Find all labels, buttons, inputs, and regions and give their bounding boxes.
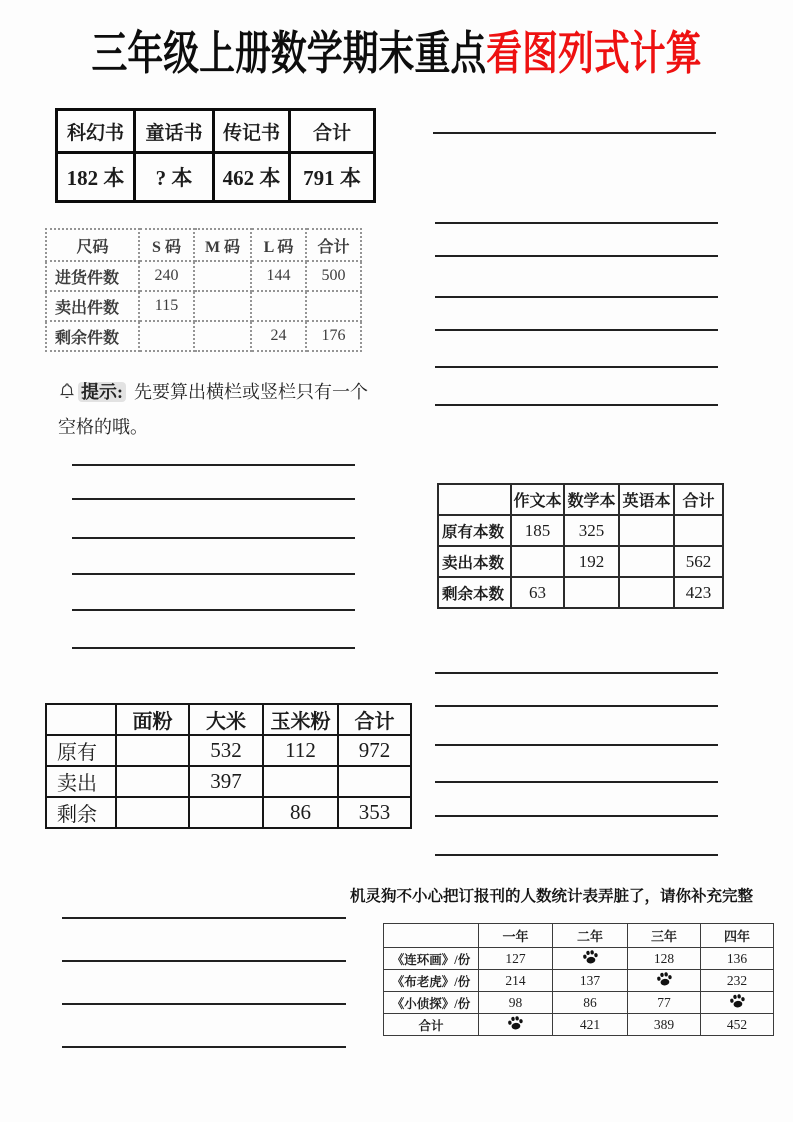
column-header: 合计	[290, 110, 375, 153]
answer-line	[72, 537, 355, 539]
column-header: 尺码	[46, 229, 139, 261]
answer-line	[435, 781, 718, 783]
table-cell: 452	[701, 1014, 774, 1036]
table-row	[57, 153, 375, 202]
table-cell-blank	[116, 735, 189, 766]
table-row	[438, 546, 723, 577]
table-cell: 353	[338, 797, 411, 828]
row-label: 剩余	[46, 797, 116, 828]
table-row	[384, 1014, 774, 1036]
table-cell: 137	[553, 970, 628, 992]
table-cell: 972	[338, 735, 411, 766]
column-header: L 码	[251, 229, 306, 261]
page-title	[87, 22, 706, 84]
row-label: 《小侦探》/份	[384, 992, 479, 1014]
table-cell: 86	[553, 992, 628, 1014]
table-cell: 127	[479, 948, 553, 970]
row-label: 剩余本数	[438, 577, 511, 608]
paw-print-icon	[507, 1015, 524, 1031]
answer-line	[72, 573, 355, 575]
table-cell: 462 本	[214, 153, 290, 202]
notebooks-table	[437, 483, 724, 609]
table-cell-stained	[479, 1014, 553, 1036]
answer-line	[435, 854, 718, 856]
table-cell: 176	[306, 321, 361, 351]
column-header: 传记书	[214, 110, 290, 153]
grains-table	[45, 703, 412, 829]
column-header: 合计	[306, 229, 361, 261]
table-cell: 240	[139, 261, 194, 291]
column-header: 面粉	[116, 704, 189, 735]
answer-line	[62, 917, 346, 919]
table-cell: 397	[189, 766, 263, 797]
table-row	[384, 948, 774, 970]
answer-line	[62, 1046, 346, 1048]
table-cell-blank	[619, 546, 674, 577]
answer-line	[435, 404, 718, 406]
table-cell: 791 本	[290, 153, 375, 202]
table-cell-blank	[306, 291, 361, 321]
table-row	[46, 321, 361, 351]
column-header: 合计	[338, 704, 411, 735]
column-header: 二年	[553, 924, 628, 948]
answer-line	[435, 222, 718, 224]
table-cell-blank	[564, 577, 619, 608]
table-cell-stained	[628, 970, 701, 992]
row-label: 卖出	[46, 766, 116, 797]
row-label: 剩余件数	[46, 321, 139, 351]
table-row	[46, 797, 411, 828]
table-cell-blank	[338, 766, 411, 797]
row-label: 卖出本数	[438, 546, 511, 577]
table-cell: 423	[674, 577, 723, 608]
table-cell-blank	[139, 321, 194, 351]
table-row	[46, 766, 411, 797]
table-cell-stained	[553, 948, 628, 970]
table-cell: 112	[263, 735, 338, 766]
table-cell-blank	[194, 261, 251, 291]
table-cell: 63	[511, 577, 564, 608]
title-black-text: 三年级上册数学期末重点	[91, 27, 487, 79]
table-cell-blank	[116, 766, 189, 797]
question-text: 机灵狗不小心把订报刊的人数统计表弄脏了，请你补充完整	[350, 888, 754, 905]
table-cell-blank	[116, 797, 189, 828]
table-cell: 421	[553, 1014, 628, 1036]
table-cell-blank	[194, 321, 251, 351]
title-red-text: 看图列式计算	[486, 27, 702, 79]
corner-cell-blank	[46, 704, 116, 735]
table-cell-blank	[674, 515, 723, 546]
table-header-row	[46, 704, 411, 735]
answer-line	[72, 647, 355, 649]
column-header: S 码	[139, 229, 194, 261]
column-header: 合计	[674, 484, 723, 515]
answer-line	[435, 366, 718, 368]
table-cell: 98	[479, 992, 553, 1014]
table-cell-blank	[251, 291, 306, 321]
answer-line	[72, 464, 355, 466]
column-header: 数学本	[564, 484, 619, 515]
table-cell: 532	[189, 735, 263, 766]
column-header: 英语本	[619, 484, 674, 515]
table-row	[384, 992, 774, 1014]
row-label: 《布老虎》/份	[384, 970, 479, 992]
sizes-table	[45, 228, 362, 352]
column-header: 作文本	[511, 484, 564, 515]
hint-text: 先要算出横栏或竖栏只有一个空格的哦。	[58, 382, 368, 437]
table-row	[384, 970, 774, 992]
hint-label: 提示:	[78, 382, 126, 402]
answer-line	[435, 255, 718, 257]
answer-line	[435, 329, 718, 331]
table-cell: 500	[306, 261, 361, 291]
row-label: 原有本数	[438, 515, 511, 546]
corner-cell-blank	[384, 924, 479, 948]
answer-line	[435, 705, 718, 707]
table-cell-stained	[701, 992, 774, 1014]
books-table	[55, 108, 376, 203]
table-cell: 389	[628, 1014, 701, 1036]
table-cell: 214	[479, 970, 553, 992]
table-cell: 192	[564, 546, 619, 577]
row-label: 《连环画》/份	[384, 948, 479, 970]
answer-line	[435, 672, 718, 674]
bell-icon	[58, 379, 76, 411]
table-row	[438, 515, 723, 546]
table-cell-blank	[189, 797, 263, 828]
answer-line	[435, 744, 718, 746]
row-label: 原有	[46, 735, 116, 766]
table-cell: 115	[139, 291, 194, 321]
table-header-row	[57, 110, 375, 153]
table-cell: 185	[511, 515, 564, 546]
hint-box	[58, 376, 384, 443]
table-cell: 325	[564, 515, 619, 546]
column-header: 一年	[479, 924, 553, 948]
column-header: 科幻书	[57, 110, 135, 153]
table-row	[46, 735, 411, 766]
answer-line	[433, 132, 716, 134]
column-header: M 码	[194, 229, 251, 261]
answer-line	[72, 498, 355, 500]
table-cell-blank	[619, 577, 674, 608]
table-row	[438, 577, 723, 608]
table-cell-blank	[263, 766, 338, 797]
table-cell: 128	[628, 948, 701, 970]
table-header-row	[384, 924, 774, 948]
column-header: 大米	[189, 704, 263, 735]
table-cell: 182 本	[57, 153, 135, 202]
paw-print-icon	[729, 993, 746, 1009]
column-header: 童话书	[135, 110, 214, 153]
table-cell-blank	[511, 546, 564, 577]
column-header: 四年	[701, 924, 774, 948]
table-cell: 562	[674, 546, 723, 577]
table-cell: 77	[628, 992, 701, 1014]
corner-cell-blank	[438, 484, 511, 515]
table-cell-blank	[619, 515, 674, 546]
table-cell-blank	[194, 291, 251, 321]
newspapers-table	[383, 923, 774, 1036]
answer-line	[435, 815, 718, 817]
table-cell: 24	[251, 321, 306, 351]
answer-line	[435, 296, 718, 298]
paw-print-icon	[582, 949, 599, 965]
table-cell: ? 本	[135, 153, 214, 202]
answer-line	[72, 609, 355, 611]
table-cell: 144	[251, 261, 306, 291]
row-label: 合计	[384, 1014, 479, 1036]
row-label: 进货件数	[46, 261, 139, 291]
column-header: 三年	[628, 924, 701, 948]
table-header-row	[438, 484, 723, 515]
table-cell: 86	[263, 797, 338, 828]
table-cell: 232	[701, 970, 774, 992]
answer-line	[62, 960, 346, 962]
paw-print-icon	[656, 971, 673, 987]
table-row	[46, 291, 361, 321]
answer-line	[62, 1003, 346, 1005]
row-label: 卖出件数	[46, 291, 139, 321]
table-cell: 136	[701, 948, 774, 970]
table-row	[46, 261, 361, 291]
table-header-row	[46, 229, 361, 261]
column-header: 玉米粉	[263, 704, 338, 735]
